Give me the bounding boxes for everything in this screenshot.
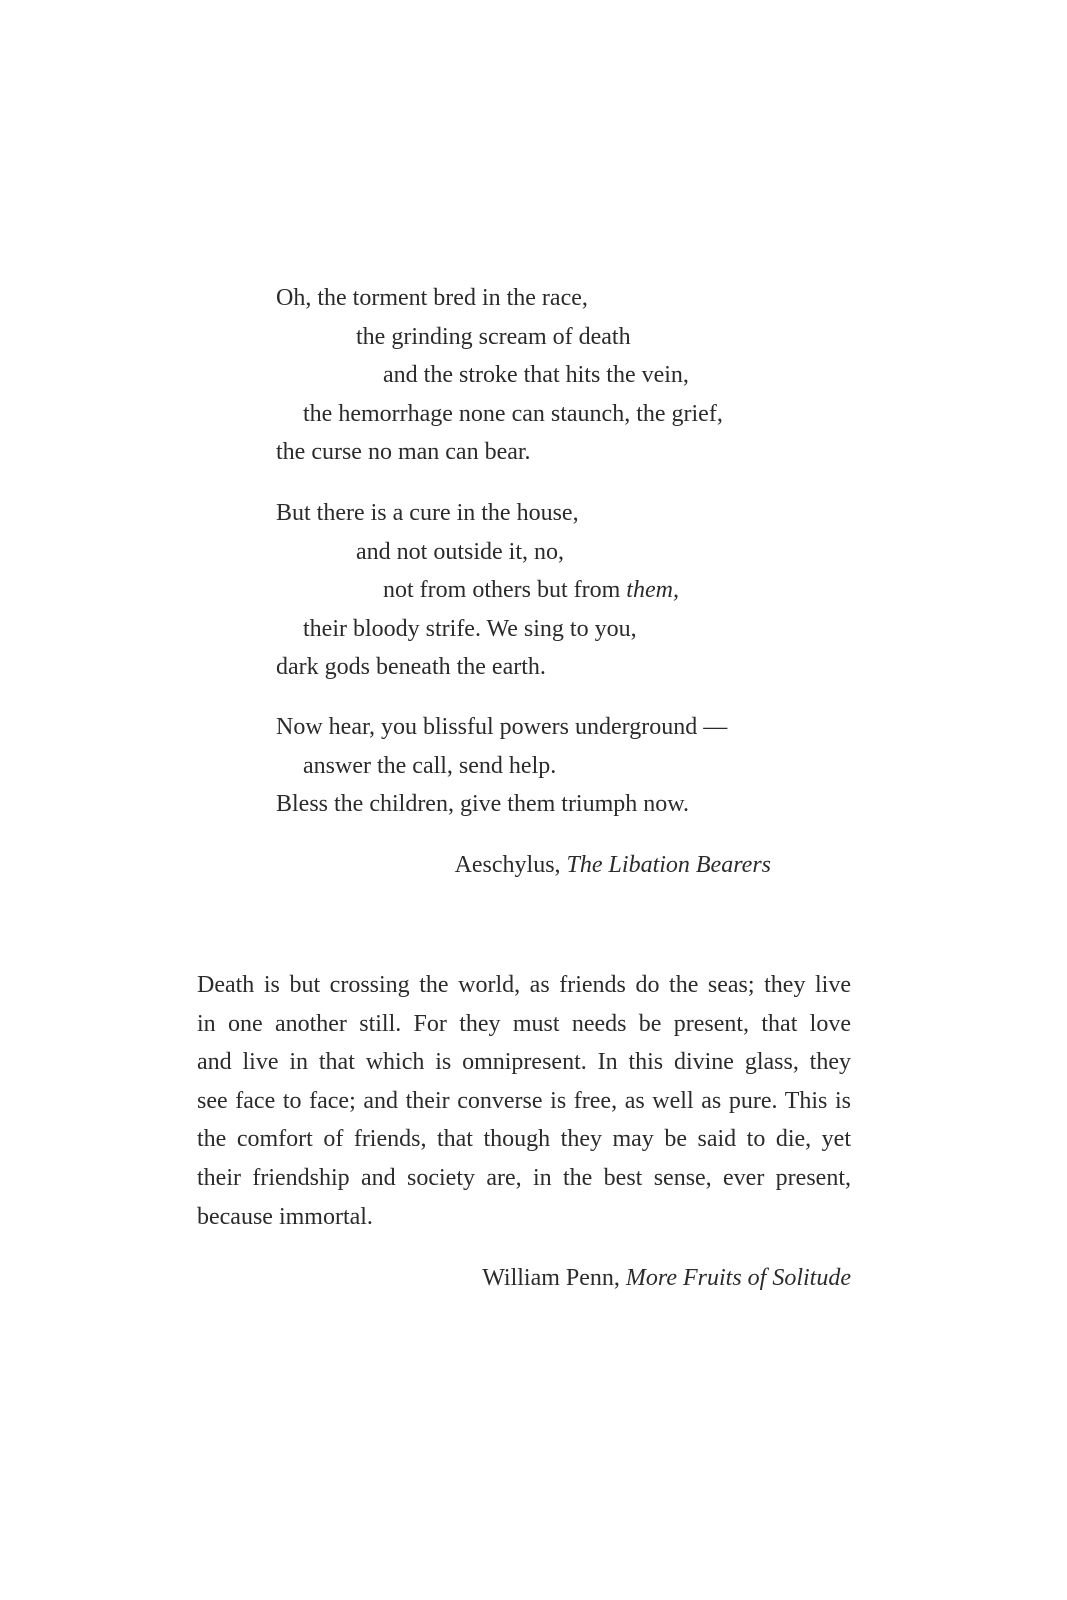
prose-quote	[197, 966, 851, 1236]
prose-attribution	[482, 1259, 851, 1297]
poem-line: and the stroke that hits the vein,	[383, 362, 689, 389]
poem-line-text: not from others but from	[383, 577, 627, 604]
poem-line	[276, 571, 796, 610]
poem-line: their bloody strife. We sing to you,	[303, 615, 637, 642]
attribution-author: Aeschylus,	[454, 852, 567, 878]
poem-line: dark gods beneath the earth.	[276, 654, 546, 681]
poem-stanza-1	[276, 279, 796, 472]
prose-line: their friendship and society are, in the best sense, ever present,	[197, 1164, 851, 1191]
attribution-author: William Penn,	[482, 1265, 626, 1291]
poem-stanza-2	[276, 494, 796, 687]
poem-stanza-3	[276, 708, 796, 824]
poem-line: Now hear, you blissful powers underground —	[276, 714, 728, 740]
poem-line: Oh, the torment bred in the race,	[276, 285, 588, 311]
poem-line: the hemorrhage none can staunch, the grief,	[303, 400, 723, 427]
poem-attribution	[455, 846, 771, 884]
poem-line: answer the call, send help.	[303, 752, 557, 779]
prose-line: see face to face; and their converse is free, as well as pure. This is	[197, 1087, 851, 1114]
poem-line: the curse no man can bear.	[276, 439, 531, 466]
attribution-work-title: More Fruits of Solitude	[625, 1265, 851, 1291]
prose-line: and live in that which is omnipresent. In this divine glass, they	[197, 1049, 851, 1076]
prose-line: in one another still. For they must needs be present, that love	[197, 1010, 851, 1037]
poem-line-emphasis: them,	[626, 577, 679, 604]
attribution-work-title: The Libation Bearers	[566, 852, 771, 878]
prose-line: because immortal.	[197, 1203, 373, 1230]
poem-line: But there is a cure in the house,	[276, 500, 579, 526]
prose-line: Death is but crossing the world, as friends do the seas; they live	[197, 972, 851, 998]
poem-line: and not outside it, no,	[356, 538, 564, 565]
poem-line: Bless the children, give them triumph now.	[276, 791, 690, 818]
prose-line: the comfort of friends, that though they may be said to die, yet	[197, 1126, 851, 1153]
poem-line: the grinding scream of death	[356, 323, 631, 350]
